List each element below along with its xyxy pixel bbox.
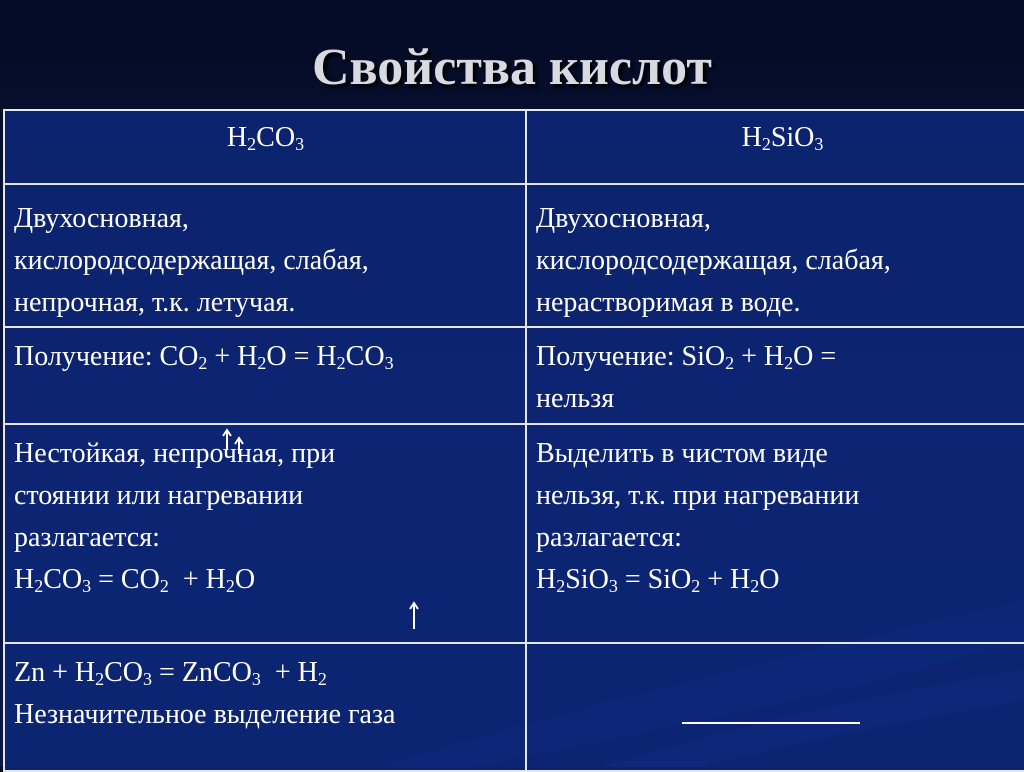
cell-h2co3-stability [4,424,526,643]
text-line: кислородсодержащая, слабая, [14,245,369,276]
acid-properties-table [3,109,1024,772]
text-line: Двухосновная, [536,203,711,234]
preparation-equation: Получение: $SiO_2 + H_2O$ = [536,341,837,373]
zinc-reaction-equation: $Zn + H_2CO_3$ = ZnCO$_3$ + $H_2$ [14,657,327,689]
table-row-reaction-with-zinc [4,643,1024,771]
header-h2co3: $H_2CO_3$ [4,110,526,184]
table-row-stability [4,424,1024,643]
table-row-preparation [4,327,1024,424]
cell-h2co3-zinc-reaction [4,643,526,771]
decomposition-equation: $H_2SiO_3 = SiO_2 + H_2O$ [536,564,780,596]
table-row-classification [4,184,1024,327]
text-line: нерастворимая в воде. [536,287,801,318]
empty-dash-line [682,722,860,724]
cell-h2sio3-zinc-reaction [526,643,1024,771]
table-header-row [4,110,1024,184]
text-line: нельзя, т.к. при нагревании [536,480,860,511]
text-line: Нестойкая, непрочная, при [14,438,336,469]
cell-h2sio3-preparation [526,327,1024,424]
text-line: стоянии или нагревании [14,480,304,511]
text-line: Выделить в чистом виде [536,438,828,469]
page-title: Свойства кислот [312,39,712,96]
text-line: разлагается: [536,522,682,553]
text-line: нельзя [536,383,615,414]
cell-h2sio3-stability [526,424,1024,643]
cell-h2co3-preparation [4,327,526,424]
up-arrow-icon [409,601,419,629]
up-arrow-icon [222,428,232,450]
decomposition-equation: $H_2CO_3 = CO_2 + H_2O$ [14,564,256,596]
text-line: Незначительное выделение газа [14,699,396,730]
text-line: непрочная, т.к. летучая. [14,287,296,318]
cell-h2sio3-classification [526,184,1024,327]
cell-h2co3-classification [4,184,526,327]
preparation-equation: Получение: $CO_2 + H_2O = H_2CO_3$ [14,341,394,373]
header-h2sio3: $H_2SiO_3$ [526,110,1024,184]
text-line: разлагается: [14,522,160,553]
text-line: кислородсодержащая, слабая, [536,245,891,276]
text-line: Двухосновная, [14,203,189,234]
up-arrow-icon [234,436,244,454]
